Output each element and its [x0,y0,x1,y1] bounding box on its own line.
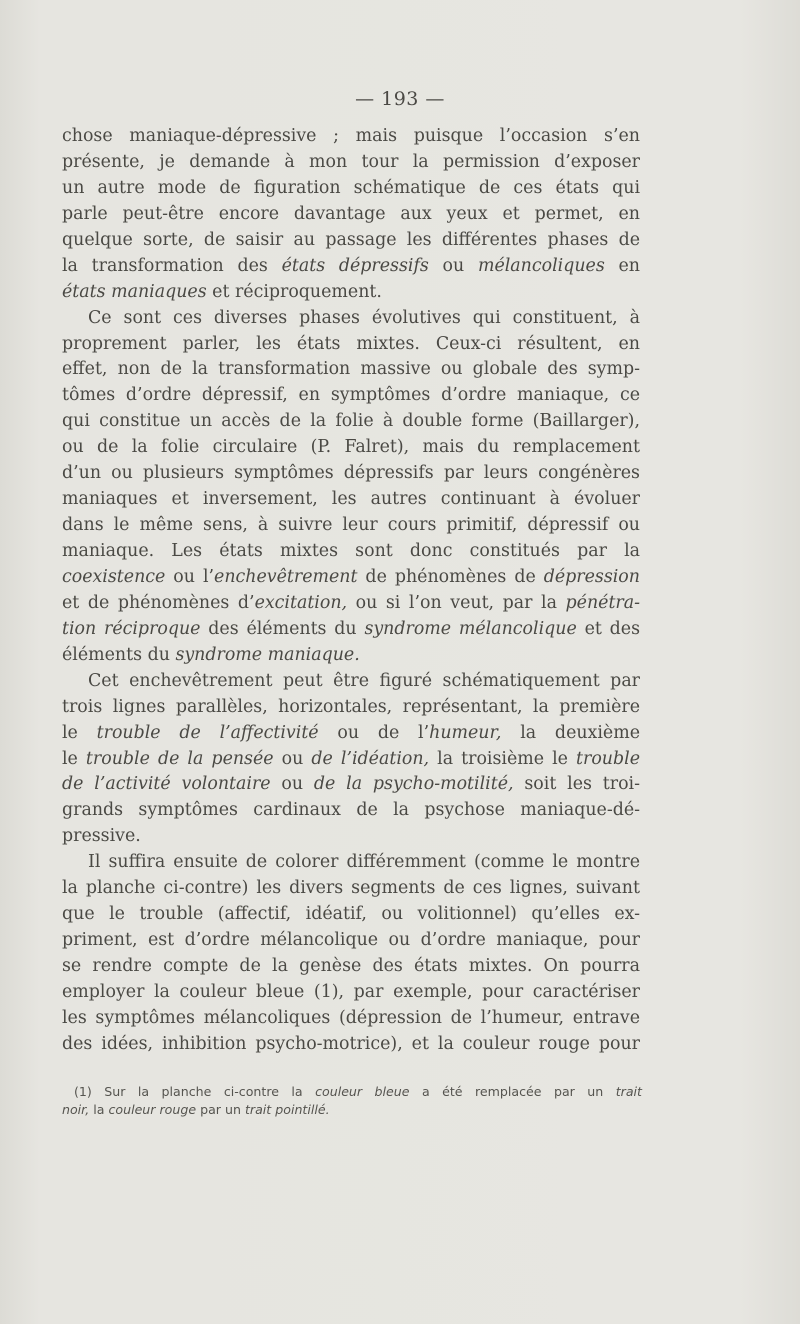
text-run: ou [273,748,312,769]
text-line [62,435,640,461]
text-run: ou de l’ [318,722,430,743]
text-run: trois lignes parallèles, horizontales, représentant, la première [62,696,640,717]
text-line [62,202,640,228]
italic-text: trait pointillé. [244,1102,330,1117]
text-run: ou l’ [165,566,215,587]
text-run: d’un ou plusieurs symptômes dépressifs par leurs congénères [62,463,640,484]
text-run: tômes d’ordre dépressif, en symptômes d’ordre maniaque, ce [62,385,640,406]
italic-text: mélancoliques [477,255,605,276]
italic-text: états dépressifs [281,255,429,276]
italic-text: trouble [576,748,640,769]
body-text [62,124,640,1058]
text-run: Il suffira ensuite de colorer différemment (comme le montre [88,852,640,873]
italic-text: coexistence [62,566,166,587]
text-run: et des [576,618,641,639]
text-run: Ce sont ces diverses phases évolutives qui constituent, à [88,307,640,328]
text-run: priment, est d’ordre mélancolique ou d’ordre maniaque, pour [62,930,640,951]
text-run: les symptômes mélancoliques (dépression de l’humeur, entrave [62,1007,640,1028]
text-line [62,798,640,824]
text-run: pressive. [62,826,141,847]
italic-text: couleur rouge [108,1102,197,1117]
text-run: la troisième le [429,748,577,769]
italic-text: trouble de l’affectivité [96,722,319,743]
text-run: par un [196,1102,245,1117]
footnote-line [62,1083,642,1101]
text-line [62,409,640,435]
text-line [62,772,640,798]
text-run: de phénomènes de [357,566,544,587]
paragraph [62,850,640,1058]
text-run: maniaque. Les états mixtes sont donc constitués par la [62,541,640,561]
text-line [62,539,640,565]
text-run: éléments du [62,644,176,665]
text-run: ou de la folie circulaire (P. Falret), mais du remplacement [62,437,640,458]
text-run: (1) Sur la planche ci-contre la [74,1084,316,1099]
text-run: proprement parler, les états mixtes. Ceux-ci résultent, en [62,333,640,354]
text-line [62,280,640,306]
text-run: la [89,1102,109,1117]
text-line [62,954,640,980]
text-line [62,617,640,643]
text-line [62,721,640,747]
text-line [62,124,640,150]
text-run: que le trouble (affectif, idéatif, ou volitionnel) qu’elles ex- [62,904,640,925]
text-run: en [604,255,640,276]
text-line [62,824,640,850]
text-run: des idées, inhibition psycho-motrice), et la couleur rouge pour [62,1033,640,1054]
italic-text: de la psycho-motilité, [313,774,514,795]
text-run: ou [428,255,478,276]
italic-text: syndrome mélancolique [364,618,577,639]
text-run: un autre mode de figuration schématique de ces états qui [62,177,640,198]
text-line [62,565,640,591]
text-line [62,357,640,383]
text-line [62,928,640,954]
text-line [62,876,640,902]
text-run: a été remplacée par un [409,1084,616,1099]
text-line [62,176,640,202]
text-line [62,383,640,409]
paragraph [62,306,640,669]
italic-text: dépression [543,566,640,587]
text-run: la transformation des [62,255,282,276]
text-run: grands symptômes cardinaux de la psychose maniaque-dé- [62,800,640,821]
text-line [62,695,640,721]
text-run: se rendre compte de la genèse des états mixtes. On pourra [62,956,640,976]
text-run: ou [270,774,314,795]
text-run: qui constitue un accès de la folie à double forme (Baillarger), [62,411,640,432]
italic-text: noir, [62,1102,90,1117]
text-run: des éléments du [200,618,365,639]
text-line [62,591,640,617]
text-line [62,902,640,928]
text-line [62,850,640,876]
text-line [62,1032,640,1058]
italic-text: états maniaques [62,281,207,302]
text-line [62,643,640,669]
text-line [62,513,640,539]
footnote [62,1083,642,1119]
text-line [62,254,640,280]
text-run: dans le même sens, à suivre leur cours primitif, dépressif ou [62,515,640,536]
text-run: le [62,748,86,769]
text-run: présente, je demande à mon tour la permission d’exposer [62,151,640,172]
text-run: employer la couleur bleue (1), par exemple, pour caractériser [62,981,640,1002]
text-line [62,150,640,176]
text-run: soit les troi- [513,774,640,795]
text-run: maniaques et inversement, les autres continuant à évoluer [62,489,640,510]
text-run: ou si l’on veut, par la [347,592,566,613]
text-line [62,1006,640,1032]
text-line [62,669,640,695]
italic-text: trouble de la pensée [85,748,274,769]
text-line [62,306,640,332]
italic-text: pénétra- [565,592,640,613]
italic-text: syndrome maniaque. [175,644,360,665]
italic-text: de l’activité volontaire [62,774,271,795]
text-line [62,980,640,1006]
italic-text: couleur bleue [315,1084,410,1099]
text-run: le [62,722,97,743]
text-run: effet, non de la transformation massive ou globale des symp- [62,359,640,380]
paragraph [62,124,640,306]
footnote-line [62,1101,642,1119]
page-number: — 193 — [355,88,445,110]
text-run: Cet enchevêtrement peut être figuré schématiquement par [88,670,640,691]
text-run: quelque sorte, de saisir au passage les différentes phases de [62,229,640,250]
text-run: et de phénomènes d’ [62,592,255,613]
text-run: la deuxième [501,722,640,743]
italic-text: enchevêtrement [214,566,358,587]
text-line [62,228,640,254]
text-line [62,487,640,513]
italic-text: excitation, [254,592,348,613]
italic-text: trait [615,1084,642,1099]
italic-text: tion réciproque [62,618,201,639]
text-line [62,747,640,773]
paragraph [62,669,640,851]
text-line [62,332,640,358]
italic-text: de l’idéation, [311,748,430,769]
text-run: chose maniaque-dépressive ; mais puisque l’occasion s’en [62,126,640,146]
text-run: la planche ci-contre) les divers segments de ces lignes, suivant [62,878,640,899]
text-run: et réciproquement. [206,281,382,302]
text-run: parle peut-être encore davantage aux yeux et permet, en [62,203,640,224]
italic-text: humeur, [429,722,502,743]
text-line [62,461,640,487]
